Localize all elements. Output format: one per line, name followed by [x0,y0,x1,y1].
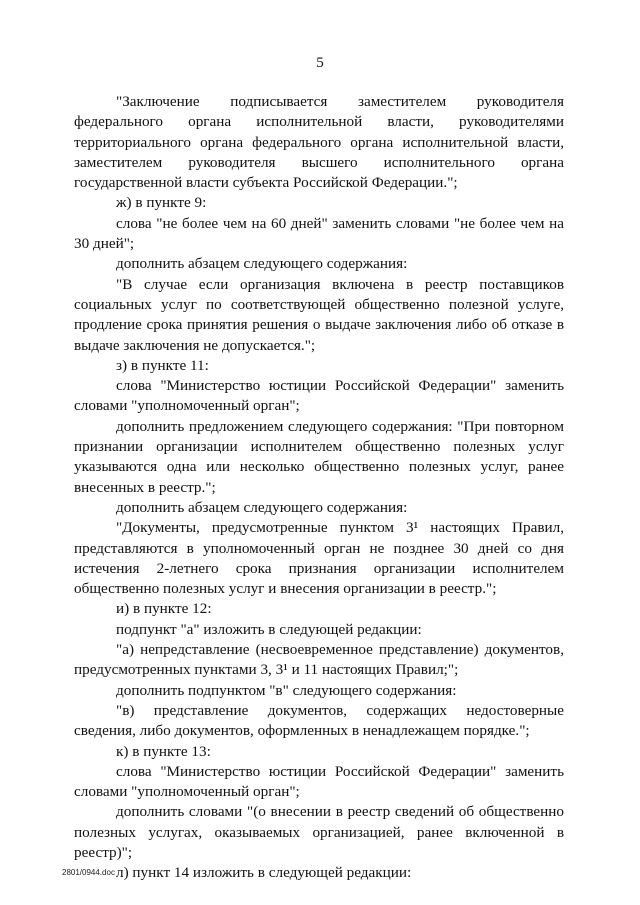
paragraph-documents-quote: "Документы, предусмотренные пунктом 3¹ настоящих Правил, представляются в уполномоченный орган не позднее 30 дней со дня истечения 2-летнего срока признания организации исполнителем общественно полезных услуг и внесения организации в реестр."; [74,519,564,598]
paragraph-item-zh: ж) в пункте 9: [116,194,207,212]
paragraph-replace-ministry-2: слова "Министерство юстиции Российской Федерации" заменить словами "уполномоченный орган"; [74,762,564,801]
paragraph-replace-ministry: слова "Министерство юстиции Российской Федерации" заменить словами "уполномоченный орган"; [74,377,564,415]
paragraph-item-k: к) в пункте 13: [116,742,211,760]
paragraph-subitem-a-quote: "а) непредставление (несвоевременное представление) документов, предусмотренных пунктами 3, 3¹ и 11 настоящих Правил;"; [74,641,564,679]
document-body [74,92,564,884]
paragraph-signature-quote: "Заключение подписывается заместителем руководителя федерального органа исполнительной власти, руководителями территориального органа федерального органа исполнительной власти, заместителем руководителя высшего исполнительного органа государственной власти субъекта Российской Федерации."; [74,93,564,192]
paragraph-add-clause: дополнить абзацем следующего содержания: [116,255,408,273]
paragraph-add-words: дополнить словами "(о внесении в реестр сведений об общественно полезных услугах, оказываемых организацией, ранее включенной в реестр)"; [74,803,564,861]
paragraph-item-z: з) в пункте 11: [116,356,209,374]
paragraph-add-clause-2: дополнить абзацем следующего содержания: [116,498,408,516]
paragraph-add-subitem-v: дополнить подпунктом "в" следующего содержания: [116,681,457,699]
paragraph-replace-days: слова "не более чем на 60 дней" заменить словами "не более чем на 30 дней"; [74,214,564,253]
paragraph-item-l: л) пункт 14 изложить в следующей редакции: [116,864,412,882]
paragraph-subitem-v-quote: "в) представление документов, содержащих недостоверные сведения, либо документов, оформленных в ненадлежащем порядке."; [74,701,564,740]
page-number: 5 [316,55,324,71]
paragraph-registry-quote: "В случае если организация включена в реестр поставщиков социальных услуг по соответствующей общественно полезной услуге, продление срока принятия решения о выдаче заключения либо об отказе в выдаче заключения не допускается."; [74,275,564,354]
paragraph-subitem-a: подпункт "а" изложить в следующей редакции: [116,620,422,638]
paragraph-item-i: и) в пункте 12: [116,600,212,618]
footer-filename: 2801/0944.doc [62,868,115,877]
paragraph-add-sentence: дополнить предложением следующего содержания: "При повторном признании организации исполнителем общественно полезных услуг указываются одна или несколько общественно полезных услуг, ранее внесенных в реестр."; [74,417,564,496]
